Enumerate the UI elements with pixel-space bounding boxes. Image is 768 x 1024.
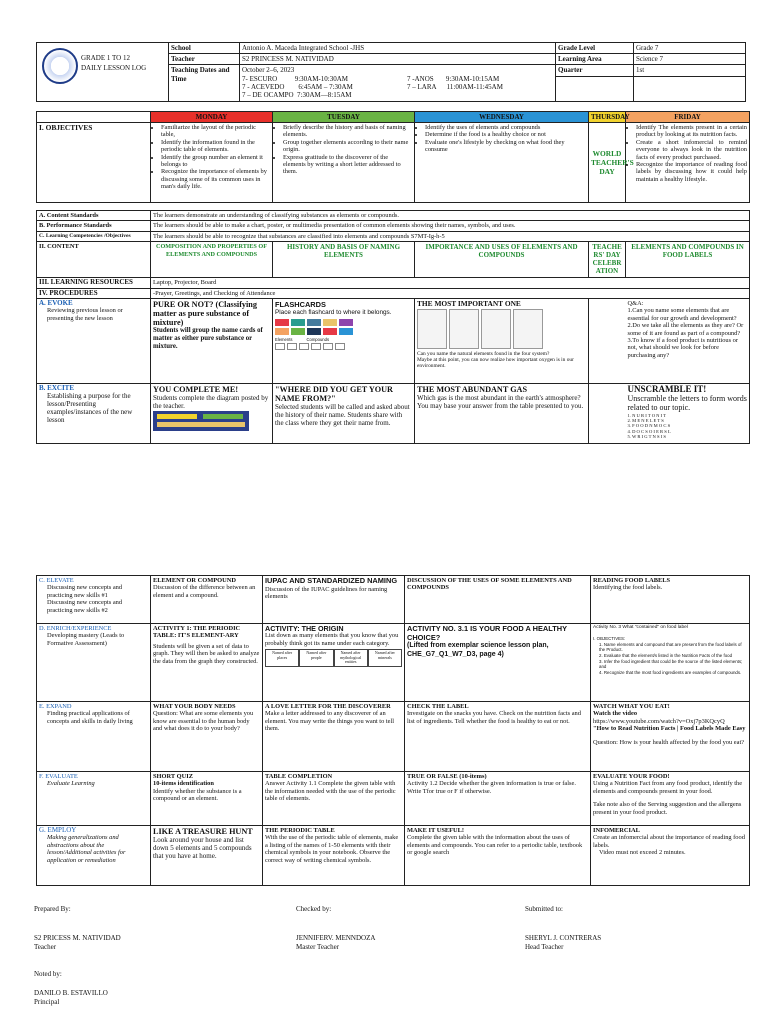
elevate-label: C. ELEVATE (39, 577, 74, 584)
evaluate-fri-text: Using a Nutrition Fact from any food product, identify the elements and compounds present in your food. (593, 780, 743, 795)
teacher-label: Teacher (169, 54, 240, 65)
flashcards-compounds-caption: Compounds (306, 337, 330, 343)
day-monday: MONDAY (151, 112, 273, 123)
submitted-name: SHERYL J. CONTRERAS (525, 934, 602, 942)
checked-name: JENNIFERV. MENNDOZA (296, 934, 376, 942)
list-item: 4. D O C S O I E R S L (627, 428, 671, 434)
evaluate-mon-text: Identify whether the substance is a compound or an element. (153, 787, 242, 803)
enrich-label: D. ENRICH/EXPERIENCE (39, 625, 112, 632)
excite-desc: Establishing a purpose for the lesson/Presenting examples/instances of the new lesson (47, 392, 133, 425)
enrich-friday (591, 624, 750, 702)
content-standards-text: The learners demonstrate an understanding of classifying substances as elements or compounds. (151, 211, 750, 221)
flashcards-image (275, 319, 355, 335)
evaluate-mon-sub: 10-items identification (153, 780, 214, 788)
schedule-a1: 7- ESCURO 9:30AM-10:30AM (242, 74, 348, 83)
lesson-table-page2 (36, 575, 750, 886)
list-item: • Identify the group number an element it belongs to (161, 154, 270, 169)
evaluate-wed-text: Activity 1.2 Decide whether the given information is true or false. Write Tfor true or F if otherwise. (407, 780, 576, 795)
evoke-fri-q3: 3.To know if a food product is nutritious or not, what should we look for before purchasing any? (627, 337, 738, 359)
area-label: Learning Area (556, 54, 634, 65)
enrich-wed-text: (Lifted from exemplar science lesson plan, CHE_G7_Q1_W7_D3, page 4) (407, 642, 549, 658)
employ-mon-text: Look around your house and list down 5 elements and 5 compounds that you have at home. (153, 836, 252, 860)
evoke-wed-text1: Can you name the natural elements found in the four system? (417, 351, 550, 358)
objectives-thursday: WORLD TEACHER'S DAY (589, 123, 626, 203)
enrich-tue-text: List down as many elements that you know that you probably think got its name under each category. (265, 632, 399, 647)
expand-monday (151, 702, 263, 772)
evaluate-label: F. EVALUATE (39, 773, 78, 780)
elevate-desc2: Discussing new concepts and practicing new skills #2 (47, 599, 123, 614)
day-tuesday: TUESDAY (273, 112, 415, 123)
expand-fri-q: Question: How is your health affected by the food you eat? (593, 738, 745, 746)
origin-table-header: Named after mythological entities (340, 650, 362, 665)
elevate-mon-text: Discussion of the difference between an element and a compound. (153, 584, 256, 599)
noted-label: Noted by: (34, 970, 62, 978)
list-item: • Create a short infomercial to remind everyone to always look in the nutrition facts of every product purchased. (636, 139, 747, 161)
enrich-monday (151, 624, 263, 702)
list-item: 5. W R I G T N S I S (627, 433, 666, 439)
elevate-fri-text: Identifying the food labels. (593, 584, 663, 592)
elevate-tuesday (263, 576, 405, 624)
enrich-fri-sub: I. OBJECTIVES: (593, 636, 626, 642)
origin-table-header: Named after minerals (374, 650, 395, 660)
day-wednesday: WEDNESDAY (415, 112, 589, 123)
origin-table-header: Named after places (272, 650, 293, 660)
employ-fri-note: Video must not exceed 2 minutes. (599, 849, 686, 857)
excite-wednesday (415, 384, 589, 444)
evaluate-mon-title: SHORT QUIZ (153, 773, 193, 780)
evoke-friday (626, 299, 750, 384)
list-item: • Evaluate one's lifestyle by checking on what food they consume (425, 139, 586, 154)
excite-cell (37, 384, 151, 444)
elevate-tue-text: Discussion of the IUPAC guidelines for naming elements (265, 585, 388, 600)
excite-tue-title: "WHERE DID YOU GET YOUR NAME FROM?" (275, 385, 393, 404)
list-item: • Identify the information found in the periodic table of elements. (161, 139, 270, 154)
expand-tue-title: A LOVE LETTER FOR THE DISCOVERER (265, 703, 391, 710)
enrich-wednesday (405, 624, 591, 702)
noted-role: Principal (34, 998, 60, 1006)
objectives-friday (626, 123, 750, 203)
submitted-block (525, 905, 601, 952)
expand-mon-text: Question: What are some elements you know are essential to the human body and what does it do to your body? (153, 710, 254, 733)
objectives-label: I. OBJECTIVES (37, 123, 151, 203)
content-thursday: TEACHERS' DAY CELEBRATION (589, 242, 626, 278)
origin-table-header: Named after people (306, 650, 327, 660)
employ-wednesday (405, 826, 591, 886)
excite-monday (151, 384, 273, 444)
elevate-friday (591, 576, 750, 624)
employ-fri-text: Create an infomercial about the importance of reading food labels. (593, 834, 745, 849)
origin-table-column (368, 649, 402, 667)
enrich-tue-title: ACTIVITY: THE ORIGIN (265, 624, 344, 633)
checked-block (296, 905, 375, 952)
content-label: II. CONTENT (37, 242, 151, 278)
list-item: • Group together elements according to their name origin. (283, 139, 412, 154)
competencies-text: The learners should be able to recognize that substances are classified into elements and compounds S7MT-Ig-h-5 (151, 231, 750, 241)
enrich-wed-title: ACTIVITY NO. 3.1 IS YOUR FOOD A HEALTHY CHOICE? (407, 624, 567, 642)
checked-label: Checked by: (296, 905, 332, 913)
list-item: • Identify the uses of elements and compounds (425, 124, 586, 131)
evoke-tue-text: Place each flashcard to where it belongs. (275, 309, 392, 317)
excite-wed-title: THE MOST ABUNDANT GAS (417, 385, 528, 395)
prepared-name: S2 PRICESS M. NATIVIDAD (34, 934, 121, 942)
enrich-cell (37, 624, 151, 702)
expand-fri-video: "How to Read Nutrition Facts | Food Labels Made Easy (593, 725, 746, 733)
expand-fri-title: WATCH WHAT YOU EAT! (593, 703, 670, 710)
employ-cell (37, 826, 151, 886)
schedule-b2: 7 – LARA 11:00AM-11:45AM (407, 82, 503, 91)
header-table (36, 42, 746, 102)
flashcards-elements-caption: Elements (275, 337, 293, 343)
excite-mon-title: YOU COMPLETE ME! (153, 385, 239, 395)
evoke-wed-text2: Maybe at this point, you can now realize how important oxygen is in our environment. (417, 357, 574, 370)
teacher-value: S2 PRINCESS M. NATIVIDAD (240, 54, 556, 65)
employ-monday (151, 826, 263, 886)
content-standards-label: A. Content Standards (37, 211, 151, 221)
enrich-fri-title: Activity No. 3 What "contained" on food label (593, 625, 688, 630)
list-item: • Express gratitude to the discoverer of the elements by writing a short letter addressed to them. (283, 154, 412, 176)
quarter-value: 1st (634, 65, 746, 76)
expand-wednesday (405, 702, 591, 772)
performance-standards-label: B. Performance Standards (37, 221, 151, 231)
noted-name: DANILO B. ESTAVILLO (34, 989, 108, 997)
employ-friday (591, 826, 750, 886)
evaluate-wednesday (405, 772, 591, 826)
expand-tue-text: Make a letter addressed to any discoverer of an element. You may write the things you want to tell them. (265, 710, 395, 733)
evoke-label: A. EVOKE (39, 299, 73, 308)
evoke-cell (37, 299, 151, 384)
prepared-role: Teacher (34, 943, 57, 951)
elevate-wednesday (405, 576, 591, 624)
list-item: 1. N U R I T O N I T (627, 413, 667, 419)
expand-label: E. EXPAND (39, 703, 72, 710)
list-item: • Briefly describe the history and basis of naming elements. (283, 124, 412, 139)
enrich-fri-items (593, 642, 747, 676)
content-tuesday: HISTORY AND BASIS OF NAMING ELEMENTS (273, 242, 415, 278)
lesson-table-page1 (36, 111, 750, 444)
title-line2: DAILY LESSON LOG (81, 64, 147, 72)
evaluate-friday (591, 772, 750, 826)
dates-line1: October 2–6, 2023 (242, 66, 295, 75)
excite-tue-text: Selected students will be called and asked about the history of their name. Students share with the class where they get their name from. (275, 403, 410, 428)
excite-fri-text: Unscramble the letters to form words related to our topic. (627, 394, 747, 413)
dates-label: Teaching Dates and Time (169, 65, 240, 101)
elevate-monday (151, 576, 263, 624)
content-friday: ELEMENTS AND COMPOUNDS IN FOOD LABELS (626, 242, 750, 278)
schedule-a2: 7 - ACEVEDO 6:45AM – 7:30AM (242, 82, 353, 91)
list-item: 1. Name elements and compound that are present from the food labels of the Product. (599, 641, 742, 653)
evaluate-wed-title: TRUE OR FALSE (10-items) (407, 773, 487, 780)
evoke-desc: Reviewing previous lesson or presenting the new lesson (47, 307, 123, 322)
expand-fri-sub: Watch the video (593, 710, 638, 718)
evaluate-fri-title: EVALUATE YOUR FOOD! (593, 773, 670, 780)
noted-block (34, 970, 108, 1007)
evaluate-tue-text: Answer Activity 1.1 Complete the given table with the information needed with the use of the periodic table of elements. (265, 780, 396, 803)
deped-seal-logo (42, 48, 78, 84)
objectives-monday (151, 123, 273, 203)
employ-label: G. EMPLOY (39, 826, 77, 834)
prepared-block (34, 905, 121, 952)
objectives-tuesday (273, 123, 415, 203)
excite-label: B. EXCITE (39, 384, 75, 393)
employ-wed-title: MAKE IT USEFUL! (407, 827, 465, 834)
list-item: 3. Infer the food ingredient that could be the source of the listed elements; and (599, 658, 743, 670)
origin-table-column (334, 649, 368, 667)
grade-value: Grade 7 (634, 43, 746, 54)
evaluate-desc: Evaluate Learning (47, 780, 95, 788)
employ-tuesday (263, 826, 405, 886)
elevate-wed-title: DISCUSSION OF THE USES OF SOME ELEMENTS AND COMPOUNDS (407, 577, 572, 592)
elevate-fri-title: READING FOOD LABELS (593, 577, 671, 584)
employ-desc: Making generalizations and abstractions about the lesson/Additional activities for application or remediation (47, 834, 126, 864)
origin-table-column (265, 649, 299, 667)
area-value: Science 7 (634, 54, 746, 65)
matter-diagram-image (153, 411, 249, 431)
excite-wed-text: Which gas is the most abundant in the earth's atmosphere? You may base your answer from the table presented to you. (417, 394, 584, 411)
evaluate-tue-title: TABLE COMPLETION (265, 773, 333, 780)
evoke-fri-title: Q&A: (627, 300, 644, 308)
quarter-label: Quarter (556, 65, 634, 76)
evaluate-fri-note: Take note also of the Serving suggestion and the allergens present in your food product. (593, 801, 742, 816)
objectives-wednesday (415, 123, 589, 203)
excite-mon-text: Students complete the diagram posted by the teacher. (153, 394, 269, 411)
expand-friday (591, 702, 750, 772)
evaluate-monday (151, 772, 263, 826)
dates-cell (240, 65, 556, 101)
atmosphere-table-image (417, 309, 586, 349)
title-line1: GRADE 1 TO 12 (81, 54, 130, 62)
list-item: 4. Recognize that the most food ingredients are examples of compounds. (599, 669, 742, 675)
employ-tue-text: With the use of the periodic table of elements, make a listing of the names of 1-50 elements with their chemical symbols in your notebook. Observe the correct way of writing chemical symbols. (265, 834, 399, 864)
excite-fri-title: UNSCRAMBLE IT! (627, 384, 707, 395)
employ-tue-title: THE PERIODIC TABLE (265, 827, 335, 834)
evaluate-cell (37, 772, 151, 826)
day-friday: FRIDAY (626, 112, 750, 123)
excite-friday (626, 384, 750, 444)
evoke-tuesday (273, 299, 415, 384)
content-monday: COMPOSITION AND PROPERTIES OF ELEMENTS AND COMPOUNDS (151, 242, 273, 278)
excite-tuesday (273, 384, 415, 444)
expand-desc: Finding practical applications of concepts and skills in daily living (47, 710, 133, 725)
list-item: • Familiarize the layout of the periodic table, (161, 124, 270, 139)
list-item: 2. M E N E L E T S (627, 418, 664, 424)
submitted-role: Head Teacher (525, 943, 564, 951)
content-wednesday: IMPORTANCE AND USES OF ELEMENTS AND COMPOUNDS (415, 242, 589, 278)
prepared-label: Prepared By: (34, 905, 71, 913)
list-item: 2. Evaluate that the element/s listed in the Nutrition Facts of the food (599, 653, 733, 658)
video-link[interactable]: https://www.youtube.com/watch?v=Oxj7p3KQcyQ (593, 717, 725, 725)
performance-standards-text: The learners should be able to make a chart, poster, or multimedia presentation of common elements showing their names, symbols, and uses. (151, 221, 750, 231)
school-label: School (169, 43, 240, 54)
school-value: Antonio A. Maceda Integrated School -JHS (240, 43, 556, 54)
evoke-wednesday (415, 299, 589, 384)
evaluate-tuesday (263, 772, 405, 826)
procedures-label: IV. PROCEDURES (37, 288, 151, 298)
employ-wed-text: Complete the given table with the information about the uses of elements and compounds. You can refer to a periodic table, textbook or google search (407, 834, 583, 857)
evoke-monday (151, 299, 273, 384)
enrich-tuesday (263, 624, 405, 702)
elevate-desc1: Discussing new concepts and practicing new skills #1 (47, 584, 123, 599)
enrich-mon-title: ACTIVITY 1: THE PERIODIC TABLE: IT'S ELEMENT-ARY (153, 625, 241, 640)
expand-tuesday (263, 702, 405, 772)
schedule-a3: 7 – DE OCAMPO 7:30AM—8:15AM (242, 91, 352, 100)
resources-label: III. LEARNING RESOURCES (37, 278, 151, 288)
elevate-tue-title: IUPAC AND STANDARDIZED NAMING (265, 576, 398, 585)
day-thursday: THURSDAY (589, 112, 626, 123)
unscramble-words (628, 413, 748, 439)
list-item: 3. F O O D N M O C S (627, 423, 671, 429)
evoke-wed-title: THE MOST IMPORTANT ONE (417, 299, 521, 309)
employ-fri-title: INFOMERCIAL (593, 827, 640, 834)
competencies-label: C. Learning Competencies /Objectives (37, 231, 151, 241)
procedures-text: -Prayer, Greetings, and Checking of Attendance (151, 288, 750, 298)
header-title-cell (37, 43, 169, 102)
evoke-tue-title: FLASHCARDS (275, 300, 326, 310)
elevate-cell (37, 576, 151, 624)
list-item: • Determine if the food is a healthy choice or not (425, 131, 586, 138)
evoke-fri-q1: 1.Can you name some elements that are essential for our growth and development? (627, 307, 737, 322)
expand-wed-title: CHECK THE LABEL (407, 703, 469, 710)
evoke-mon-text: Students will group the name cards of matter as either pure substance or mixture. (153, 327, 263, 351)
origin-table-column (299, 649, 333, 667)
expand-mon-title: WHAT YOUR BODY NEEDS (153, 703, 236, 710)
evoke-fri-q2: 2.Do we take all the elements as they are? Or some of it are found as part of a compound? (627, 322, 744, 337)
checked-role: Master Teacher (296, 943, 340, 951)
enrich-mon-text: Students will be given a set of data to graph. They will then be asked to analyze the data from the graph they constructed. (153, 642, 260, 665)
expand-cell (37, 702, 151, 772)
submitted-label: Submitted to: (525, 905, 563, 913)
list-item: • Recognize the importance of elements by discussing some of its common uses in man's daily life. (161, 168, 270, 190)
list-item: • Identify The elements present in a certain product by looking at its nutrition facts. (636, 124, 747, 139)
evoke-mon-title: PURE OR NOT? (Classifying matter as pure substance of mixture) (153, 300, 257, 328)
expand-wed-text: Investigate on the snacks you have. Check on the nutrition facts and list of ingredients. Tell whether the food is healthy to eat or not. (407, 710, 581, 725)
schedule-b1: 7 -ANOS 9:30AM-10:15AM (407, 74, 500, 83)
enrich-desc: Developing mastery (Leads to Formative Assessment) (47, 632, 125, 647)
elevate-mon-title: ELEMENT OR COMPOUND (153, 577, 236, 584)
employ-mon-title: LIKE A TREASURE HUNT (153, 827, 253, 836)
list-item: • Recognize the importance of reading food labels by discussing how it could help maintain a healthy lifestyle. (636, 161, 747, 183)
resources-text: Laptop, Projector, Board (151, 278, 750, 288)
grade-label: Grade Level (556, 43, 634, 54)
origin-table (265, 649, 402, 667)
